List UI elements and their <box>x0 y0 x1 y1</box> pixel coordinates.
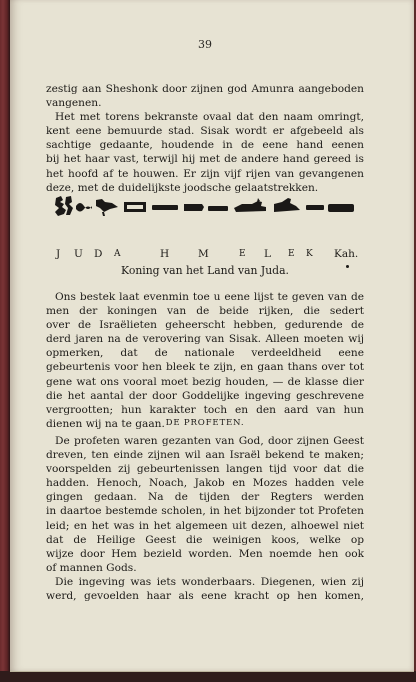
transcription-letter: L <box>264 248 273 260</box>
paragraph-block-1 <box>46 82 364 195</box>
text-line: derd jaren na de verovering van Sisak. Alleen moeten wij <box>46 333 364 346</box>
transcription-letter: U <box>74 248 85 260</box>
transcription-letter: M <box>198 248 211 260</box>
text-line: zestig aan Sheshonk door zijnen god Amunra aangeboden <box>46 83 364 95</box>
transcription-letter: A <box>114 249 123 259</box>
text-line: deze, met de duidelijkste joodsche gelaatstrekken. <box>46 181 319 194</box>
transcription-letter: E <box>239 249 248 259</box>
translation-caption: Koning van het Land van Juda. <box>121 264 289 277</box>
text-line: voorspelden zij gebeurtenissen langen tijd voor dat die <box>46 463 364 476</box>
text-line: kent eene bemuurde stad. Sisak wordt er afgebeeld als <box>46 125 364 138</box>
text-line: gebeurtenis voor hen bleek te zijn, en gaan thans over tot <box>46 361 364 374</box>
text-line: dat de Heilige Geest die weinigen koos, welke op <box>46 533 364 546</box>
text-line: die het aantal der door Goddelijke ingeving geschrevene <box>46 389 364 402</box>
transcription-letter: H <box>160 248 171 260</box>
transcription-letter: D <box>94 248 105 260</box>
hieroglyph-inscription <box>52 194 358 218</box>
paragraph-block-3 <box>46 434 364 603</box>
text-line: gingen gedaan. Na de tijden der Regters werden <box>46 491 364 504</box>
ink-speck <box>346 265 349 268</box>
page-number: 39 <box>198 38 212 51</box>
text-line: Ons bestek laat evenmin toe u eene lijst te geven van de <box>55 291 364 303</box>
text-line: vangenen. <box>46 97 102 110</box>
text-line: dienen wij na te gaan. <box>46 417 165 430</box>
text-line: over de Israëlieten geheerscht hebben, gedurende de <box>46 319 364 332</box>
text-line: Het met torens bekranste ovaal dat den naam omringt, <box>55 111 364 124</box>
section-heading: DE PROFETEN. <box>165 418 245 428</box>
text-line: men der koningen van de beide rijken, die sedert <box>46 305 364 318</box>
text-line: vergrootten; hun karakter toch en den aard van hun <box>46 403 364 416</box>
text-line: hadden. Henoch, Noach, Jakob en Mozes hadden vele <box>46 477 364 490</box>
text-line: dreven, ten einde zijnen wil aan Israël bekend te maken; <box>46 449 364 462</box>
text-line: of mannen Gods. <box>46 561 137 574</box>
text-line: wijze door Hem bezield worden. Men noemde hen ook <box>46 547 364 560</box>
text-line: opmerken, dat de nationale verdeeldheid eene <box>46 347 364 360</box>
text-line: in daartoe bestemde scholen, in het bijzonder tot Profeten <box>46 505 364 518</box>
transcription-word: Kah. <box>334 248 359 260</box>
transcription-letter: J <box>56 248 62 260</box>
text-line: het hoofd af te houwen. Er zijn vijf rijen van gevangenen <box>46 167 364 180</box>
paragraph-block-2 <box>46 290 364 431</box>
text-line: bij het haar vast, terwijl hij met de andere hand gereed is <box>46 153 364 166</box>
text-line: leid; en het was in het algemeen uit dezen, alhoewel niet <box>46 519 364 532</box>
text-line: De profeten waren gezanten van God, door zijnen Geest <box>55 435 364 447</box>
text-line: werd, gevoelden haar als eene kracht op hen komen, <box>46 590 364 603</box>
text-line: sachtige gedaante, houdende in de eene hand eenen <box>46 139 364 152</box>
text-line: gene wat ons vooral moet bezig houden, — de klasse dier <box>46 375 364 388</box>
text-line: Die ingeving was iets wonderbaars. Diegenen, wien zij <box>55 575 364 588</box>
transcription-letter: K <box>306 249 315 259</box>
transcription-line <box>50 248 368 264</box>
transcription-letter: E <box>288 249 297 259</box>
book-bottom-edge <box>0 671 416 682</box>
